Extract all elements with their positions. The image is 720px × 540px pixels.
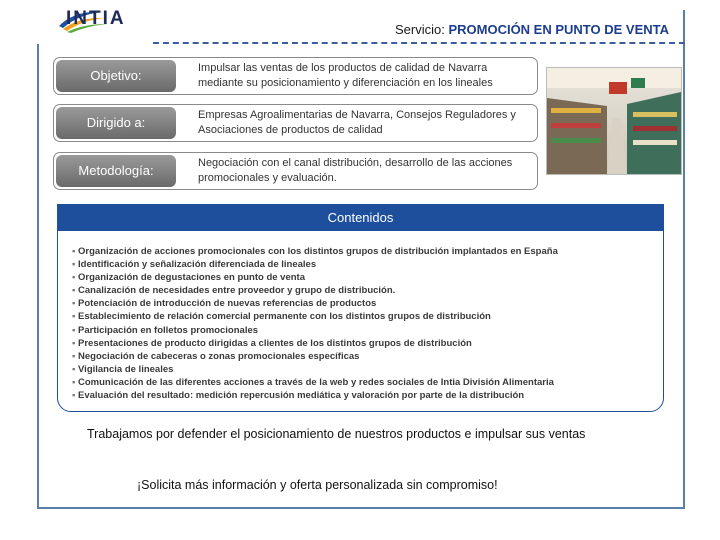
list-item: ▪ Organización de acciones promocionales con los distintos grupos de distribución implantados en España [72,245,558,258]
methodology-row [53,152,538,190]
frame-left-border [37,44,39,508]
audience-text: Empresas Agroalimentarias de Navarra, Consejos Reguladores y Asociaciones de productos de calidad [198,109,516,136]
list-item: ▪ Organización de degustaciones en punto de venta [72,271,558,284]
methodology-text: Negociación con el canal distribución, desarrollo de las acciones promocionales y evaluación. [198,157,513,184]
service-title [395,22,669,37]
objective-text: Impulsar las ventas de los productos de calidad de Navarra mediante su posicionamiento y diferenciación en los lineales [198,62,493,89]
list-item: ▪ Identificación y señalización diferenciada de lineales [72,258,558,271]
objective-row [53,57,538,95]
store-shelves-photo [546,67,682,175]
list-item: ▪ Presentaciones de producto dirigidas a clientes de los distintos grupos de distribución [72,337,558,350]
list-item: ▪ Potenciación de introducción de nuevas referencias de productos [72,297,558,310]
service-name: PROMOCIÓN EN PUNTO DE VENTA [448,22,669,37]
contents-list [72,245,558,402]
tagline: Trabajamos por defender el posicionamiento de nuestros productos e impulsar sus ventas [87,427,586,441]
objective-label: Objetivo: [56,60,176,92]
list-item: ▪ Participación en folletos promocionales [72,324,558,337]
list-item: ▪ Evaluación del resultado: medición repercusión mediática y valoración por parte de la distribución [72,389,558,402]
frame-bottom-border [37,507,685,509]
call-to-action: ¡Solicita más información y oferta personalizada sin compromiso! [137,478,498,492]
audience-label: Dirigido a: [56,107,176,139]
list-item: ▪ Comunicación de las diferentes acciones a través de la web y redes sociales de Intia División Alimentaria [72,376,558,389]
methodology-label: Metodología: [56,155,176,187]
list-item: ▪ Vigilancia de lineales [72,363,558,376]
list-item: ▪ Establecimiento de relación comercial permanente con los distintos grupos de distribución [72,310,558,323]
audience-row [53,104,538,142]
supermarket-shelves-icon [547,68,681,174]
frame-right-border [683,10,685,508]
header-divider [153,42,685,44]
list-item: ▪ Negociación de cabeceras o zonas promocionales específicas [72,350,558,363]
service-label: Servicio: [394,22,445,37]
brand-name: INTIA [66,8,126,29]
list-item: ▪ Canalización de necesidades entre proveedor y grupo de distribución. [72,284,558,297]
contents-panel [57,204,664,412]
contents-title: Contenidos [58,205,663,231]
